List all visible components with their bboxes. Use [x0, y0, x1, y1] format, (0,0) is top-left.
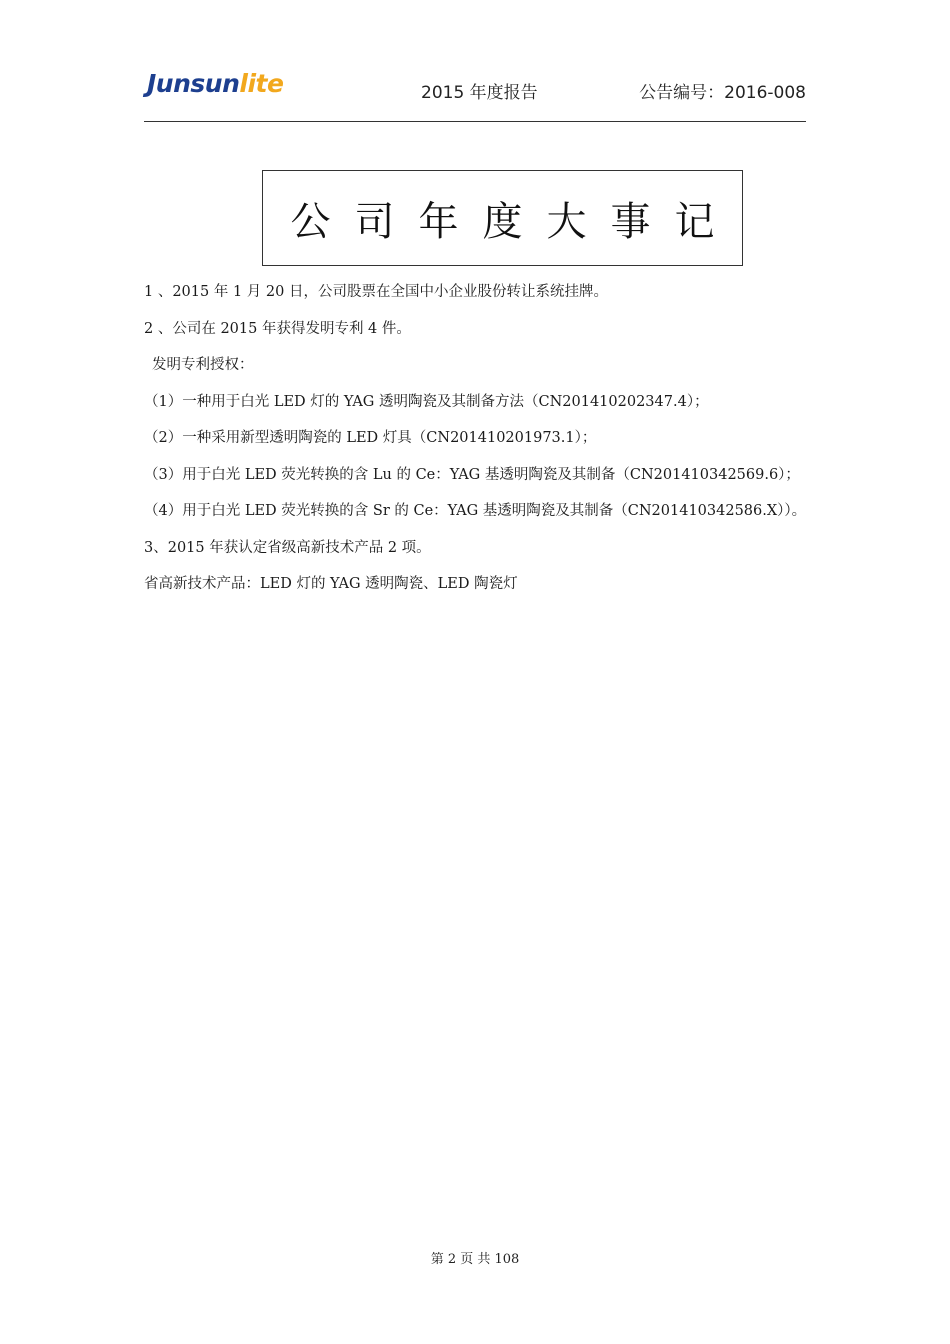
event-item-1: 1 、2015 年 1 月 20 日，公司股票在全国中小企业股份转让系统挂牌。 [144, 284, 608, 300]
logo-text-lite: lite [239, 68, 284, 98]
report-title: 2015 年度报告 [421, 83, 538, 103]
event-item-2: 2 、公司在 2015 年获得发明专利 4 件。 [144, 320, 411, 337]
page-number: 第 2 页 共 108 [430, 1252, 520, 1267]
section-title: 公司年度大事记 [290, 198, 739, 245]
event-item-3: 3、2015 年获认定省级高新技术产品 2 项。 [144, 539, 431, 556]
patent-item-2: （2）一种采用新型透明陶瓷的 LED 灯具（CN201410201973.1）； [144, 430, 597, 446]
notice-number: 公告编号：2016-008 [639, 83, 806, 103]
logo-text-junsun: Junsun [147, 68, 240, 98]
patent-item-4: （4）用于白光 LED 荧光转换的含 Sr 的 Ce：YAG 基透明陶瓷及其制备（CN201410342586.X））。 [144, 503, 807, 519]
patent-heading: 发明专利授权： [152, 357, 254, 373]
company-logo [147, 68, 283, 98]
events-list [144, 280, 814, 609]
section-title-box [262, 170, 743, 266]
high-tech-products: 省高新技术产品：LED 灯的 YAG 透明陶瓷、LED 陶瓷灯 [144, 576, 518, 592]
header-divider [144, 121, 806, 122]
patent-item-1: （1）一种用于白光 LED 灯的 YAG 透明陶瓷及其制备方法（CN201410202347.4）； [144, 393, 709, 410]
patent-item-3: （3）用于白光 LED 荧光转换的含 Lu 的 Ce：YAG 基透明陶瓷及其制备（CN201410342569.6）； [144, 466, 800, 483]
